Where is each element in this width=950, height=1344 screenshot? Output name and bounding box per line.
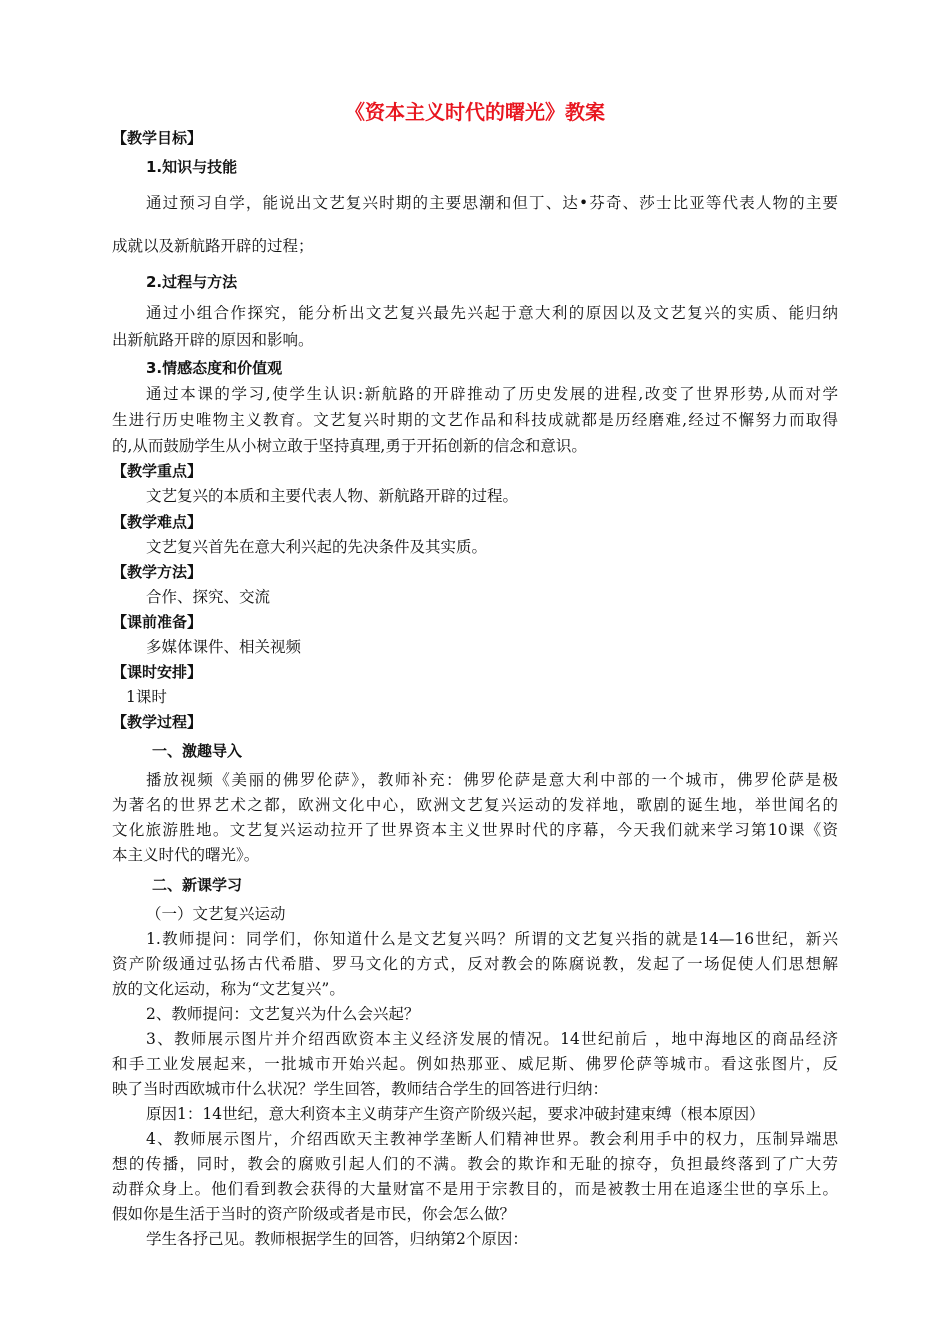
paragraph-line: 2、教师提问：文艺复兴为什么会兴起？ (146, 1005, 420, 1023)
paragraph-line: 3、教师展示图片并介绍西欧资本主义经济发展的情况。14世纪前后 ，地中海地区的商品经济 (146, 1030, 838, 1048)
heading-schedule: 【课时安排】 (112, 663, 203, 681)
paragraph-line: 成就以及新航路开辟的过程； (112, 237, 314, 255)
paragraph-line: 生进行历史唯物主义教育。文艺复兴时期的文艺作品和科技成就都是历经磨难,经过不懈努力而取得 (112, 411, 838, 429)
subheading-knowledge: 1.知识与技能 (146, 158, 238, 176)
paragraph-line: 4、教师展示图片，介绍西欧天主教神学垄断人们精神世界。教会利用手中的权力，压制异端思 (146, 1130, 838, 1148)
heading-process: 【教学过程】 (112, 713, 203, 731)
paragraph-line: 多媒体课件、相关视频 (146, 638, 302, 656)
paragraph-line: 映了当时西欧城市什么状况？学生回答，教师结合学生的回答进行归纳： (112, 1080, 609, 1098)
paragraph-line: 想的传播，同时，教会的腐败引起人们的不满。教会的欺诈和无耻的掠夺，负担最终落到了广大劳 (112, 1155, 838, 1173)
paragraph-line: 资产阶级通过弘扬古代希腊、罗马文化的方式，反对教会的陈腐说教，发起了一场促使人们思想解 (112, 955, 838, 973)
paragraph-line: 假如你是生活于当时的资产阶级或者是市民，你会怎么做？ (112, 1205, 516, 1223)
subsection-heading: （一）文艺复兴运动 (146, 905, 286, 923)
paragraph-line: 1课时 (126, 688, 167, 706)
heading-preparation: 【课前准备】 (112, 613, 203, 631)
heading-difficulties: 【教学难点】 (112, 513, 203, 531)
paragraph-line: 通过小组合作探究，能分析出文艺复兴最先兴起于意大利的原因以及文艺复兴的实质、能归纳 (146, 304, 838, 322)
paragraph-line: 出新航路开辟的原因和影响。 (112, 331, 314, 349)
paragraph-line: 和手工业发展起来，一批城市开始兴起。例如热那亚、威尼斯、佛罗伦萨等城市。看这张图片，反 (112, 1055, 838, 1073)
paragraph-line: 本主义时代的曙光》。 (112, 846, 260, 864)
paragraph-line: 1.教师提问：同学们，你知道什么是文艺复兴吗？所谓的文艺复兴指的就是14—16世纪，新兴 (146, 930, 838, 948)
paragraph-line: 原因1：14世纪，意大利资本主义萌芽产生资产阶级兴起，要求冲破封建束缚（根本原因） (146, 1105, 765, 1123)
paragraph-line: 放的文化运动，称为“文艺复兴”。 (112, 980, 345, 998)
paragraph-line: 文艺复兴的本质和主要代表人物、新航路开辟的过程。 (146, 487, 519, 505)
paragraph-line: 文化旅游胜地。文艺复兴运动拉开了世界资本主义世界时代的序幕，今天我们就来学习第10课《资 (112, 821, 838, 839)
heading-methods: 【教学方法】 (112, 563, 203, 581)
paragraph-line: 播放视频《美丽的佛罗伦萨》，教师补充：佛罗伦萨是意大利中部的一个城市，佛罗伦萨是极 (146, 771, 838, 789)
heading-key-points: 【教学重点】 (112, 462, 203, 480)
subheading-process: 2.过程与方法 (146, 273, 238, 291)
section-heading-new-lesson: 二、新课学习 (152, 876, 243, 894)
paragraph-line: 文艺复兴首先在意大利兴起的先决条件及其实质。 (146, 538, 488, 556)
paragraph-line: 学生各抒己见。教师根据学生的回答，归纳第2个原因： (146, 1230, 528, 1248)
document-title: 《资本主义时代的曙光》教案 (345, 100, 605, 124)
section-heading-intro: 一、激趣导入 (152, 742, 243, 760)
paragraph-line: 动群众身上。他们看到教会获得的大量财富不是用于宗教目的，而是被教士用在追逐尘世的享乐上。 (112, 1180, 838, 1198)
paragraph-line: 通过本课的学习,使学生认识:新航路的开辟推动了历史发展的进程,改变了世界形势,从而对学 (146, 385, 838, 403)
paragraph-line: 通过预习自学，能说出文艺复兴时期的主要思潮和但丁、达•芬奇、莎士比亚等代表人物的主要 (146, 194, 838, 212)
subheading-values: 3.情感态度和价值观 (146, 359, 283, 377)
paragraph-line: 的,从而鼓励学生从小树立敢于坚持真理,勇于开拓创新的信念和意识。 (112, 437, 587, 455)
paragraph-line: 合作、探究、交流 (146, 588, 271, 606)
paragraph-line: 为著名的世界艺术之都，欧洲文化中心，欧洲文艺复兴运动的发祥地，歌剧的诞生地，举世闻名的 (112, 796, 838, 814)
heading-teaching-goals: 【教学目标】 (112, 129, 203, 147)
